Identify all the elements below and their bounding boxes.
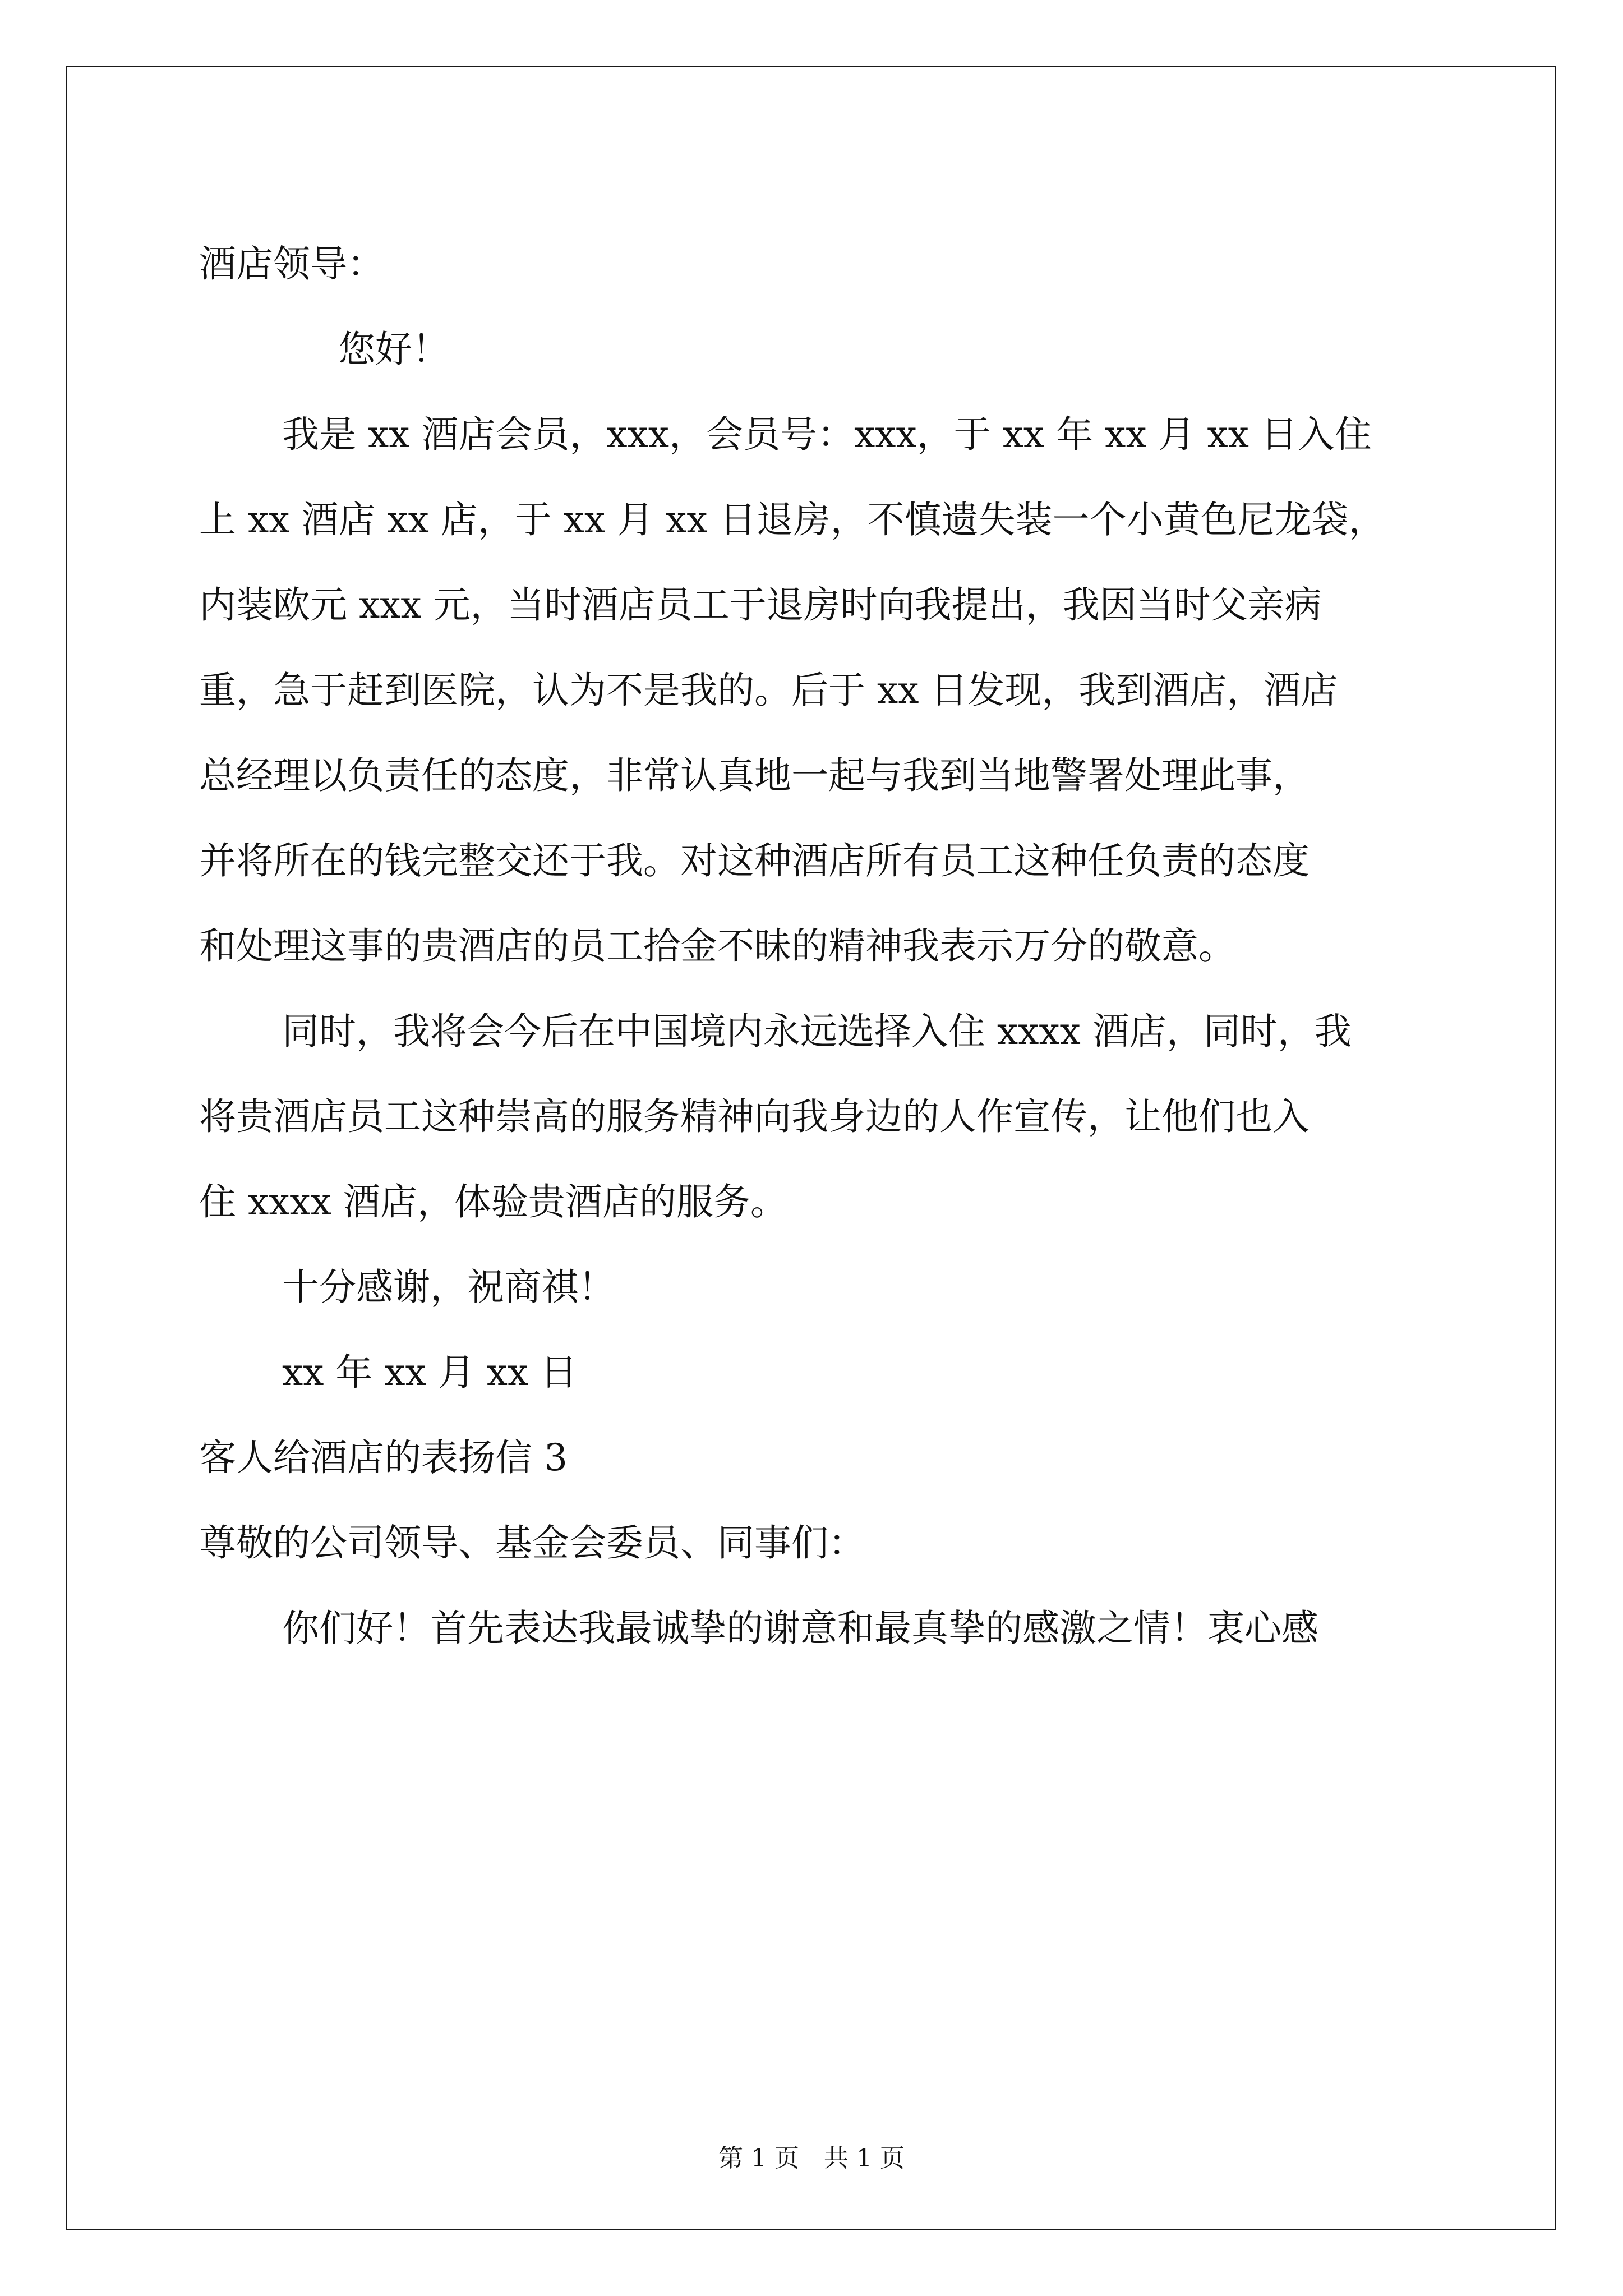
paragraph-line: 你们好！首先表达我最诚挚的谢意和最真挚的感激之情！衷心感 — [282, 1607, 1318, 1650]
letter-salutation: 酒店领导： — [199, 242, 384, 286]
section-title: 客人给酒店的表扬信 3 — [199, 1436, 568, 1479]
letter-date: xx 年 xx 月 xx 日 — [282, 1351, 578, 1394]
section-salutation: 尊敬的公司领导、基金会委员、同事们： — [199, 1521, 865, 1565]
paragraph-line: 内装欧元 xxx 元，当时酒店员工于退房时向我提出，我因当时父亲病 — [199, 583, 1322, 627]
paragraph-line: 我是 xx 酒店会员，xxx，会员号：xxx，于 xx 年 xx 月 xx 日入住 — [282, 413, 1372, 456]
paragraph-line: 并将所在的钱完整交还于我。对这种酒店所有员工这种任负责的态度 — [199, 839, 1310, 882]
paragraph-line: 上 xx 酒店 xx 店，于 xx 月 xx 日退房，不慎遗失装一个小黄色尼龙袋， — [199, 498, 1386, 541]
letter-closing: 十分感谢，祝商祺！ — [282, 1266, 615, 1309]
page-footer: 第 1 页 共 1 页 — [718, 2144, 905, 2173]
paragraph-line: 和处理这事的贵酒店的员工拾金不昧的精神我表示万分的敬意。 — [199, 924, 1235, 968]
paragraph-line: 总经理以负责任的态度，非常认真地一起与我到当地警署处理此事， — [199, 754, 1310, 797]
letter-greeting: 您好！ — [338, 328, 449, 371]
paragraph-line: 同时，我将会今后在中国境内永远选择入住 xxxx 酒店，同时，我 — [282, 1010, 1352, 1053]
paragraph-line: 住 xxxx 酒店，体验贵酒店的服务。 — [199, 1180, 787, 1223]
document-body — [199, 222, 1433, 1671]
paragraph-line: 将贵酒店员工这种崇高的服务精神向我身边的人作宣传，让他们也入 — [199, 1095, 1310, 1138]
paragraph-line: 重，急于赶到医院，认为不是我的。后于 xx 日发现，我到酒店，酒店 — [199, 669, 1338, 712]
